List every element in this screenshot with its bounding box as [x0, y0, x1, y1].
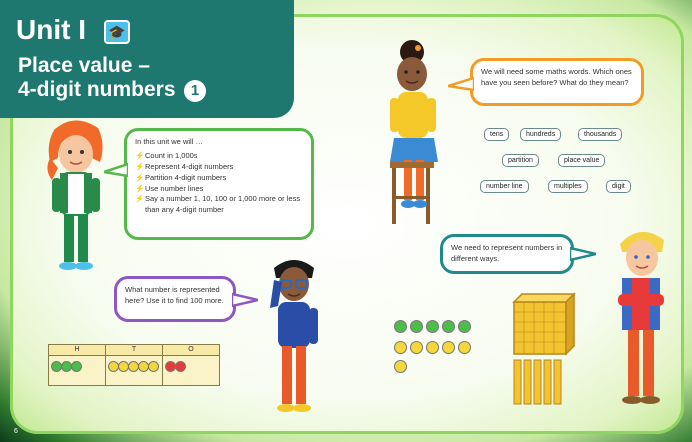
intro-text: In this unit we will …: [135, 137, 203, 146]
place-value-counter: [148, 361, 159, 372]
place-value-dot: [426, 320, 439, 333]
blonde-boy-character: [608, 226, 674, 422]
page-number: 6: [14, 428, 18, 435]
unit-subtitle-line1: Place value –: [18, 54, 150, 77]
place-value-table: [48, 344, 220, 386]
bubble-tail: [232, 290, 258, 310]
unit-title: Unit I: [16, 14, 86, 45]
lightning-bolt-icon: ⚡: [135, 172, 145, 182]
column-header: O: [163, 345, 219, 356]
word-chip-partition: partition: [502, 154, 539, 167]
place-value-dot: [410, 341, 423, 354]
word-chip-digit: digit: [606, 180, 631, 193]
place-value-dot: [442, 341, 455, 354]
represent-text: We need to represent numbers in different ways.: [451, 243, 563, 263]
column-header: H: [49, 345, 105, 356]
base-ten-blocks: [508, 292, 580, 412]
word-chip-multiples: multiples: [548, 180, 588, 193]
word-chip-place-value: place value: [558, 154, 605, 167]
goal-item: ⚡ Partition 4-digit numbers: [135, 172, 227, 182]
lightning-bolt-icon: ⚡: [135, 183, 145, 193]
bubble-tail: [104, 160, 128, 180]
place-value-dot: [458, 341, 471, 354]
bubble-tail: [448, 74, 474, 94]
place-value-dot: [442, 320, 455, 333]
goal-item: ⚡ Use number lines: [135, 183, 204, 193]
word-chip-number-line: number line: [480, 180, 529, 193]
lightning-bolt-icon: ⚡: [135, 194, 145, 204]
question-speech-bubble: [114, 276, 236, 322]
question-text: What number is represented here? Use it to find 100 more.: [125, 285, 224, 305]
place-value-dot: [410, 320, 423, 333]
place-value-dot: [394, 320, 407, 333]
place-value-dot: [426, 341, 439, 354]
lightning-bolt-icon: ⚡: [135, 150, 145, 160]
maths-words-text: We will need some maths words. Which ones have you seen before? What do they mean?: [481, 67, 632, 87]
lightning-bolt-icon: ⚡: [135, 161, 145, 171]
girl-on-stool-character: [382, 38, 446, 228]
unit-header: [0, 0, 294, 118]
word-chip-hundreds: hundreds: [520, 128, 561, 141]
place-value-dot: [458, 320, 471, 333]
goal-item: ⚡ Represent 4-digit numbers: [135, 161, 234, 171]
graduation-cap-icon: 🎓: [104, 20, 130, 44]
unit-subtitle-line2: 4-digit numbers: [18, 78, 176, 101]
place-value-dot: [394, 360, 407, 373]
girl-character-left: [40, 118, 110, 280]
place-value-counter: [71, 361, 82, 372]
word-chip-thousands: thousands: [578, 128, 622, 141]
goal-item: ⚡ Count in 1,000s: [135, 150, 198, 160]
place-value-counter: [175, 361, 186, 372]
part-number-badge: 1: [184, 80, 206, 102]
goal-item: ⚡ Say a number 1, 10, 100 or 1,000 more or less than any 4-digit number: [135, 194, 301, 215]
maths-words-speech-bubble: [470, 58, 644, 106]
bubble-tail: [570, 244, 596, 264]
boy-with-glasses-character: [262, 256, 326, 426]
place-value-dot: [394, 341, 407, 354]
intro-speech-bubble: [124, 128, 314, 240]
represent-speech-bubble: [440, 234, 574, 274]
word-chip-tens: tens: [484, 128, 509, 141]
column-header: T: [106, 345, 162, 356]
